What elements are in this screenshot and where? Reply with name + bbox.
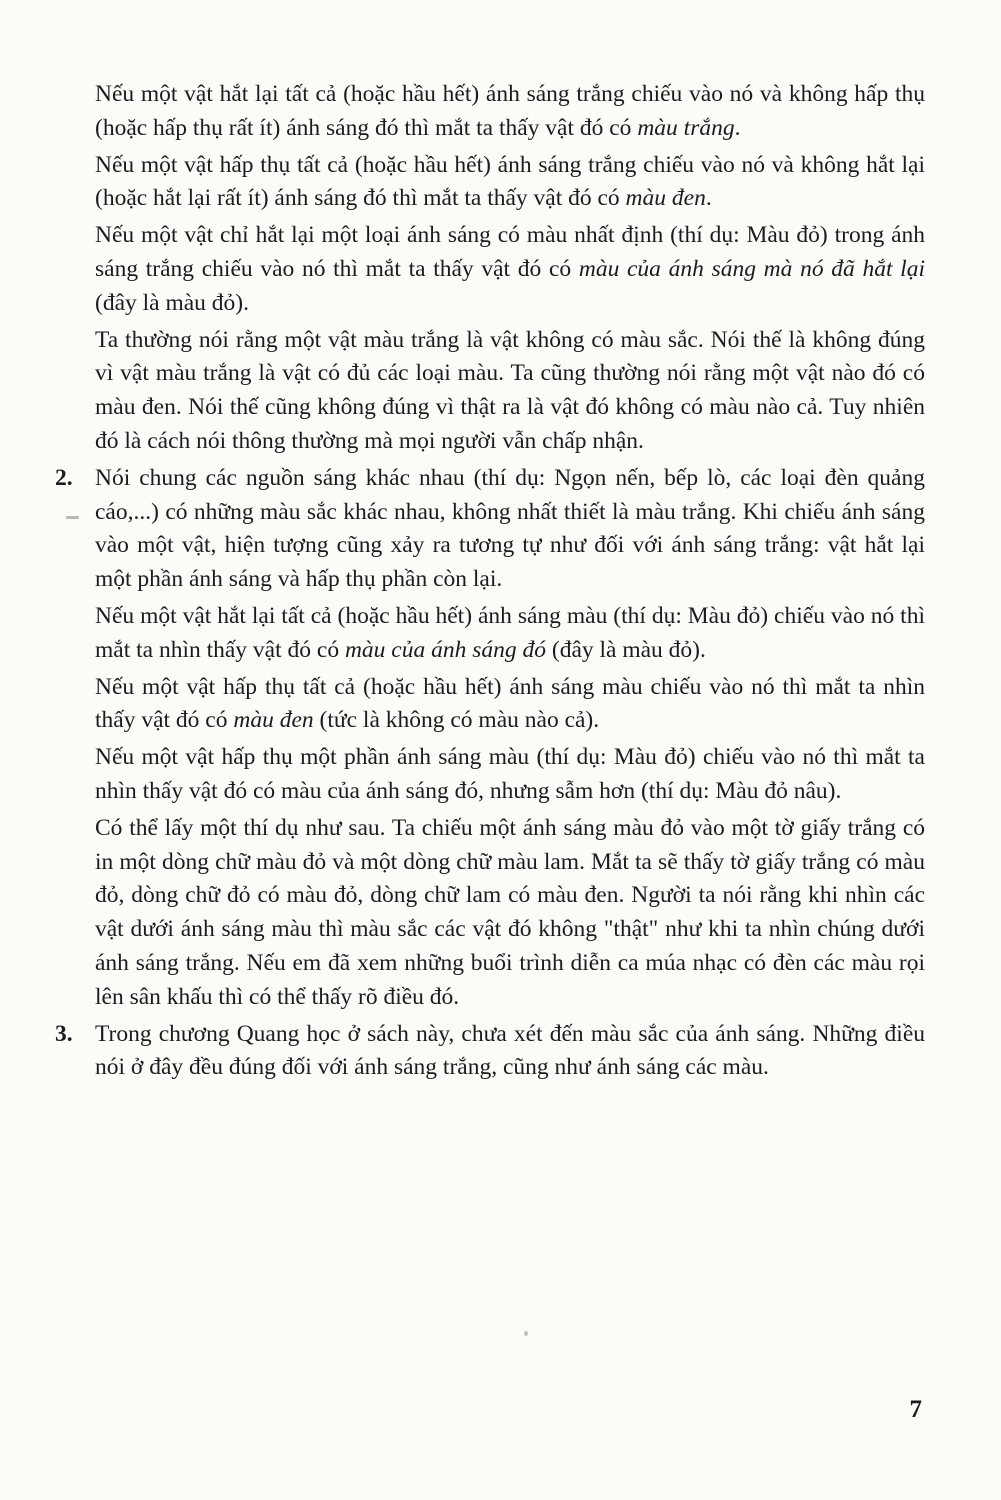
paragraph-text: (đây là màu đỏ). <box>95 289 250 316</box>
paragraph-text: Nếu một vật chỉ hắt lại một loại ánh sáng có màu nhất định (thí dụ: Màu đỏ) trong ánh sáng trắng chiếu vào nó thì mắt ta thấy vật đó có <box>95 222 925 282</box>
paragraph-example-red-light <box>95 812 925 1015</box>
paragraph-italic-phrase: màu của ánh sáng đó <box>344 636 546 663</box>
paragraph-text: Nói chung các nguồn sáng khác nhau (thí dụ: Ngọn nến, bếp lò, các loại đèn quảng cáo,...) có những màu sắc khác nhau, không nhất thiết là màu trắng. Khi chiếu ánh sáng vào một vật, hiện tượng cũng xảy ra tương tự như đối với ánh sáng trắng: vật hắt lại một phần ánh sáng và hấp thụ phần còn lại. <box>95 464 925 593</box>
paragraph-text: . <box>705 185 712 212</box>
paragraph-text: Trong chương Quang học ở sách này, chưa xét đến màu sắc của ánh sáng. Những điều nói ở đây đều đúng đối với ánh sáng trắng, cũng như ánh sáng các màu. <box>95 1020 925 1081</box>
paragraph-colored-light-reflection <box>95 600 925 668</box>
item-number: 2. <box>55 464 73 491</box>
page-number: 7 <box>909 1396 922 1423</box>
paragraph-italic-phrase: màu của ánh sáng mà nó đã hắt lại <box>578 255 925 282</box>
paragraph-text: Nếu một vật hấp thụ một phần ánh sáng màu (thí dụ: Màu đỏ) chiếu vào nó thì mắt ta nhìn thấy vật đó có màu của ánh sáng đó, nhưng sẫm hơn (thí dụ: Màu đỏ nâu). <box>95 744 925 804</box>
paragraph-black-object <box>95 149 925 217</box>
paragraph-partial-absorption <box>95 741 925 809</box>
paragraph-italic-phrase: màu trắng <box>637 114 735 141</box>
item-number: 3. <box>55 1020 73 1047</box>
scan-artifact <box>524 1331 528 1336</box>
paragraph-text: (tức là không có màu nào cả). <box>313 707 600 734</box>
paragraph-common-sayings <box>95 324 925 459</box>
paragraph-text: Có thể lấy một thí dụ như sau. Ta chiếu một ánh sáng màu đỏ vào một tờ giấy trắng có in một dòng chữ màu đỏ và một dòng chữ màu lam. Mắt ta sẽ thấy tờ giấy trắng có màu đỏ, dòng chữ đỏ có màu đỏ, dòng chữ lam có màu đen. Người ta nói rằng khi nhìn các vật dưới ánh sáng màu thì màu sắc các vật đó không "thật" như khi ta nhìn chúng dưới ánh sáng trắng. Nếu em đã xem những buổi trình diễn ca múa nhạc có đèn các màu rọi lên sân khấu thì có thể thấy rõ điều đó. <box>95 814 925 1010</box>
paragraph-text: Nếu một vật hấp thụ tất cả (hoặc hầu hết) ánh sáng màu chiếu vào nó thì mắt ta nhìn thấy vật đó có <box>95 673 925 734</box>
paragraph-text: Nếu một vật hấp thụ tất cả (hoặc hầu hết) ánh sáng trắng chiếu vào nó và không hắt lại (hoặc hắt lại rất ít) ánh sáng đó thì mắt ta thấy vật đó có <box>95 151 925 212</box>
paragraph-white-object <box>95 78 925 146</box>
paragraph-text: Nếu một vật hắt lại tất cả (hoặc hầu hết) ánh sáng màu (thí dụ: Màu đỏ) chiếu vào nó thì mắt ta nhìn thấy vật đó có <box>95 602 925 663</box>
scan-artifact <box>66 516 79 519</box>
paragraph-text: Nếu một vật hắt lại tất cả (hoặc hầu hết) ánh sáng trắng chiếu vào nó và không hấp thụ (hoặc hấp thụ rất ít) ánh sáng đó thì mắt ta thấy vật đó có <box>95 81 925 141</box>
paragraph-colored-reflection <box>95 219 925 320</box>
paragraph-italic-phrase: màu đen <box>625 185 706 212</box>
numbered-item-3 <box>55 1018 925 1086</box>
paragraph-text: . <box>734 114 741 141</box>
numbered-item-2 <box>55 462 925 597</box>
paragraph-colored-light-absorption <box>95 671 925 739</box>
paragraph-italic-phrase: màu đen <box>233 707 314 734</box>
page-content <box>55 78 925 1085</box>
paragraph-text: Ta thường nói rằng một vật màu trắng là vật không có màu sắc. Nói thế là không đúng vì vật màu trắng là vật có đủ các loại màu. Ta cũng thường nói rằng một vật nào đó có màu đen. Nói thế cũng không đúng vì thật ra là vật đó không có màu nào cả. Tuy nhiên đó là cách nói thông thường mà mọi người vẫn chấp nhận. <box>95 326 925 454</box>
paragraph-text: (đây là màu đỏ). <box>546 636 706 663</box>
